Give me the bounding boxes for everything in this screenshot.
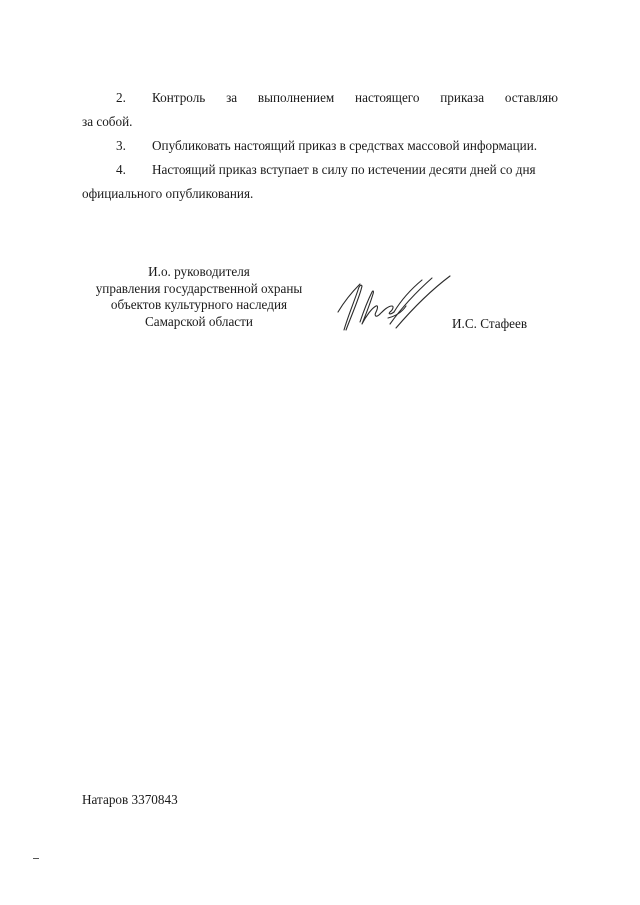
signatory-title-line: объектов культурного наследия [110,297,288,312]
handwritten-signature [330,272,458,336]
item-word: приказа [440,90,485,105]
item-word: настоящего [355,90,420,105]
item-word: выполнением [257,90,335,105]
order-item-4-line-1 [82,158,558,182]
order-item-4-line-2: официального опубликования. [82,186,254,201]
order-item-3-text: Опубликовать настоящий приказ в средствах массовой информации. [152,138,538,153]
order-item-2 [82,86,558,134]
item-number: 3. [116,138,126,153]
executor-note: Натаров 3370843 [82,792,178,807]
signatory-title-line: Самарской области [145,313,253,329]
signatory-name: И.С. Стафеев [452,316,528,331]
order-item-4-text: Настоящий приказ вступает в силу по истечении десяти дней со дня [152,162,536,177]
signatory-title [82,264,316,330]
page-corner-mark [33,858,39,859]
item-number: 2. [116,90,126,105]
item-word: Контроль [152,90,206,105]
item-number: 4. [116,162,126,177]
order-item-2-line-2: за собой. [82,114,133,129]
item-word: за [226,90,238,105]
signatory-title-line: И.о. руководителя [148,264,250,279]
order-item-2-line-1 [82,86,558,110]
order-item-4 [82,158,558,206]
order-item-3 [82,134,558,158]
item-word: оставляю [504,90,558,105]
signatory-title-line: управления государственной охраны [95,280,303,296]
